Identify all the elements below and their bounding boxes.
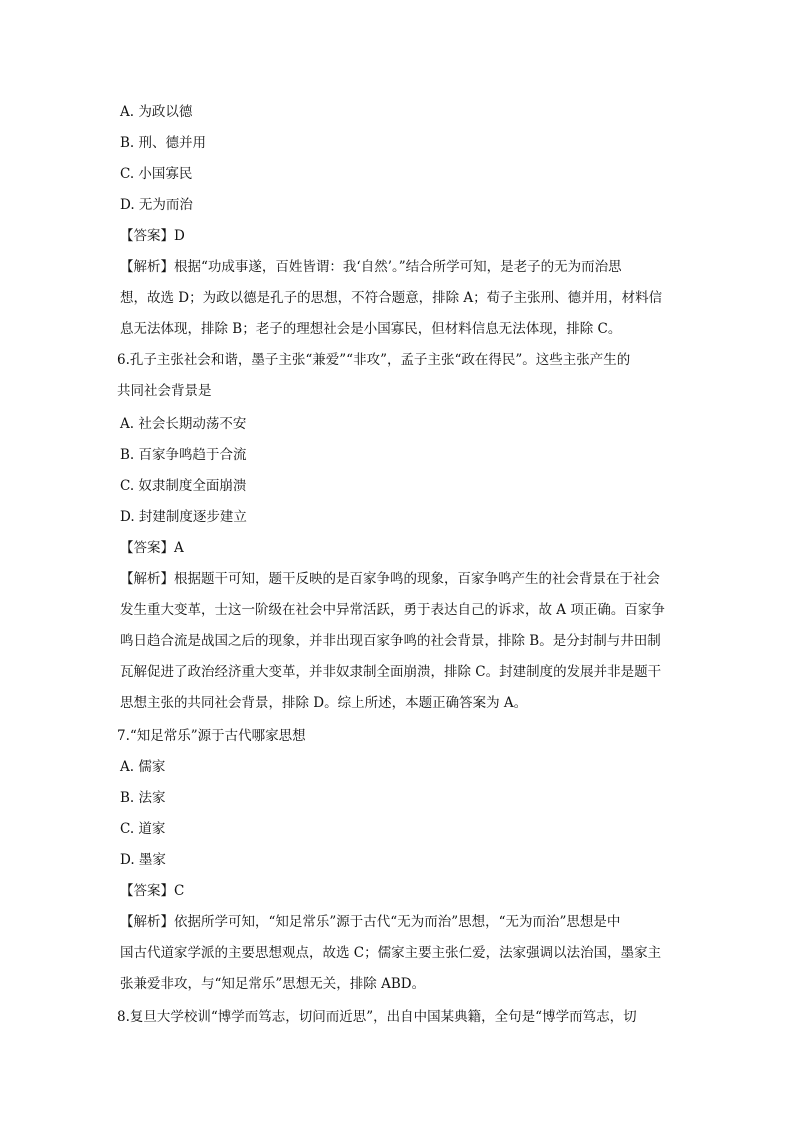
q7-option-b: B. 法家 xyxy=(120,790,166,806)
q6-question-line-1: 6.孔子主张社会和谐，墨子主张“兼爱”“非攻”，孟子主张“政在得民”。这些主张产生的 xyxy=(117,352,631,368)
q6-analysis-line-1: 【解析】根据题干可知，题干反映的是百家争鸣的现象，百家争鸣产生的社会背景在于社会 xyxy=(120,571,660,587)
q5-analysis-line-1: 【解析】根据“功成事遂，百姓皆谓：我‘自然’。”结合所学可知，是老子的无为而治思 xyxy=(120,259,622,275)
q5-option-a: A. 为政以德 xyxy=(120,104,193,120)
q7-analysis xyxy=(120,907,680,1000)
q6-analysis-line-2: 发生重大变革，士这一阶级在社会中异常活跃，勇于表达自己的诉求，故 A 项正确。百家争 xyxy=(120,602,665,618)
q7-analysis-line-2: 国古代道家学派的主要思想观点，故选 C；儒家主要主张仁爱，法家强调以法治国，墨家主 xyxy=(120,945,662,961)
q6-option-c: C. 奴隶制度全面崩溃 xyxy=(120,478,247,494)
q6-analysis xyxy=(120,564,680,719)
q6-option-a: A. 社会长期动荡不安 xyxy=(120,416,247,432)
q5-analysis-line-3: 息无法体现，排除 B；老子的理想社会是小国寡民，但材料信息无法体现，排除 C。 xyxy=(120,321,622,337)
q8-question: 8.复旦大学校训“博学而笃志，切问而近思”，出自中国某典籍，全句是“博学而笃志，切 xyxy=(117,1009,637,1025)
q6-analysis-line-5: 思想主张的共同社会背景，排除 D。综上所述，本题正确答案为 A。 xyxy=(120,695,528,711)
q7-question: 7.“知足常乐”源于古代哪家思想 xyxy=(117,728,306,744)
q7-option-a: A. 儒家 xyxy=(120,759,166,775)
q5-option-b: B. 刑、德并用 xyxy=(120,135,207,151)
q6-question-line-2: 共同社会背景是 xyxy=(117,383,212,399)
q7-answer: 【答案】C xyxy=(120,883,185,899)
q5-answer: 【答案】D xyxy=(120,228,185,244)
q6-analysis-line-4: 瓦解促进了政治经济重大变革，并非奴隶制全面崩溃，排除 C。封建制度的发展并非是题干 xyxy=(120,664,662,680)
q6-question xyxy=(117,345,677,407)
q7-option-c: C. 道家 xyxy=(120,821,166,837)
q7-option-d: D. 墨家 xyxy=(120,852,166,868)
q6-answer: 【答案】A xyxy=(120,540,184,556)
q6-option-d: D. 封建制度逐步建立 xyxy=(120,509,247,525)
q5-option-c: C. 小国寡民 xyxy=(120,166,193,182)
q6-option-b: B. 百家争鸣趋于合流 xyxy=(120,447,247,463)
q5-analysis xyxy=(120,252,680,345)
q6-analysis-line-3: 鸣日趋合流是战国之后的现象，并非出现百家争鸣的社会背景，排除 B。是分封制与井田制 xyxy=(120,633,661,649)
q5-option-d: D. 无为而治 xyxy=(120,197,193,213)
q5-analysis-line-2: 想，故选 D；为政以德是孔子的思想，不符合题意，排除 A；荀子主张刑、德并用，材料信 xyxy=(120,290,663,306)
q7-analysis-line-1: 【解析】依据所学可知，“知足常乐”源于古代“无为而治”思想，“无为而治”思想是中 xyxy=(120,914,621,930)
q7-analysis-line-3: 张兼爱非攻，与“知足常乐”思想无关，排除 ABD。 xyxy=(120,976,426,992)
